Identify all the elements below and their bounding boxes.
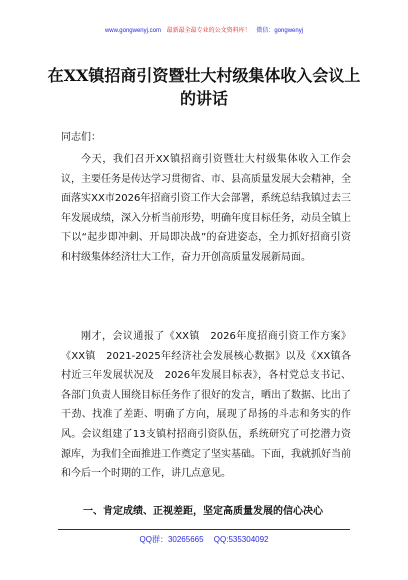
document-title: 在XX镇招商引资暨壮大村级集体收入会议上的讲话 [47,66,361,108]
paragraph-1: 今天，我们召开XX镇招商引资暨壮大村级集体收入工作会议，主要任务是传达学习贯彻省、市、县高质量发展大会精神，全面落实XX市2026年招商引资工作大会部署，系统总结我镇过去三年发展成绩，深入分析当前形势，明确年度目标任务，动员全镇上下以“起步即冲刺、开局即决战”的奋进姿态，全力抓好招商引资和村级集体经济壮大工作，奋力开创高质量发展新局面。 [61,154,351,263]
header-website[interactable]: www.gongwenyj.com [104,28,161,34]
greeting: 同志们： [61,132,101,143]
page-footer [0,534,408,545]
footer-divider [58,529,350,530]
header-wechat: 微信：gongwenyj [256,28,304,34]
header-slogan: 最新最全最专业的公文资料库！ [166,28,251,34]
paragraph-2: 刚才，会议通报了《XX镇 2026年度招商引资工作方案》《XX镇 2021-2025年经济社会发展核心数据》以及《XX镇各村近三年发展状况及 2026年发展目标表》，各村党总支书记、各部门负责人围绕目标任务作了很好的发言，晒出了数据、比出了干劲、找准了差距、明确了方向，展现了昂扬的斗志和务实的作风。会议组建了13支镇村招商引资队伍，系统研究了可挖潜力资源库，为我们全面推进工作奠定了坚实基础。下面，我就抓好当前和今后一个时期的工作，讲几点意见。 [61,331,351,480]
page-header [0,27,408,35]
footer-qq: QQ:535304092 [213,535,269,544]
section-heading: 一、肯定成绩、正视差距，坚定高质量发展的信心决心 [83,506,323,517]
footer-qq-group: QQ群：30265665 [139,535,204,544]
